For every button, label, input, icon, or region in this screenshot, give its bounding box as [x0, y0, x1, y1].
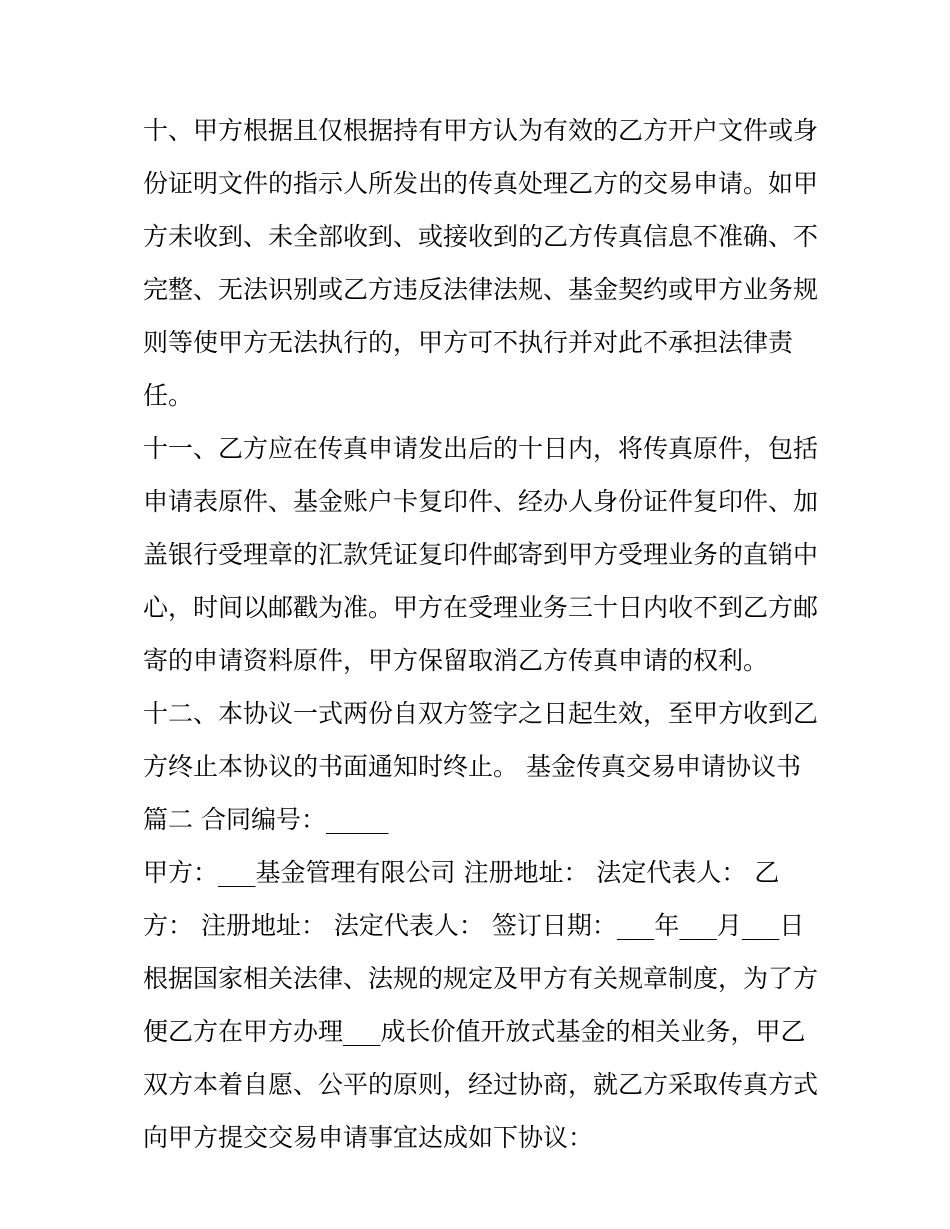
document-body [143, 104, 823, 1164]
text-line: 十一、乙方应在传真申请发出后的十日内，将传真原件，包括 [143, 434, 819, 463]
text-line: 盖银行受理章的汇款凭证复印件邮寄到甲方受理业务的直销中 [143, 540, 819, 569]
text-line: 心，时间以邮戳为准。甲方在受理业务三十日内收不到乙方邮 [143, 593, 819, 622]
text-line: 申请表原件、基金账户卡复印件、经办人身份证件复印件、加 [143, 487, 819, 516]
text-line: 方未收到、未全部收到、或接收到的乙方传真信息不准确、不 [143, 222, 819, 251]
text-line: 十、甲方根据且仅根据持有甲方认为有效的乙方开户文件或身 [143, 116, 819, 145]
text-line: 方： 注册地址： 法定代表人： 签订日期：___年___月___日 [143, 911, 805, 940]
text-line: 双方本着自愿、公平的原则，经过协商，就乙方采取传真方式 [143, 1070, 819, 1099]
text-line: 则等使甲方无法执行的，甲方可不执行并对此不承担法律责 [143, 328, 794, 357]
text-line: 十二、本协议一式两份自双方签字之日起生效，至甲方收到乙 [143, 699, 819, 728]
text-line: 篇二 合同编号：_____ [143, 805, 389, 834]
text-line: 寄的申请资料原件，甲方保留取消乙方传真申请的权利。 [143, 646, 769, 675]
text-line: 根据国家相关法律、法规的规定及甲方有关规章制度，为了方 [143, 964, 819, 993]
text-line: 份证明文件的指示人所发出的传真处理乙方的交易申请。如甲 [143, 169, 819, 198]
text-line: 便乙方在甲方办理___成长价值开放式基金的相关业务，甲乙 [143, 1017, 806, 1046]
text-line: 任。 [143, 381, 194, 410]
text-line: 完整、无法识别或乙方违反法律法规、基金契约或甲方业务规 [143, 275, 819, 304]
text-line: 方终止本协议的书面通知时终止。 基金传真交易申请协议书 [143, 752, 801, 781]
text-line: 甲方：___基金管理有限公司 注册地址： 法定代表人： 乙 [143, 858, 780, 887]
text-line: 向甲方提交交易申请事宜达成如下协议： [143, 1123, 594, 1152]
